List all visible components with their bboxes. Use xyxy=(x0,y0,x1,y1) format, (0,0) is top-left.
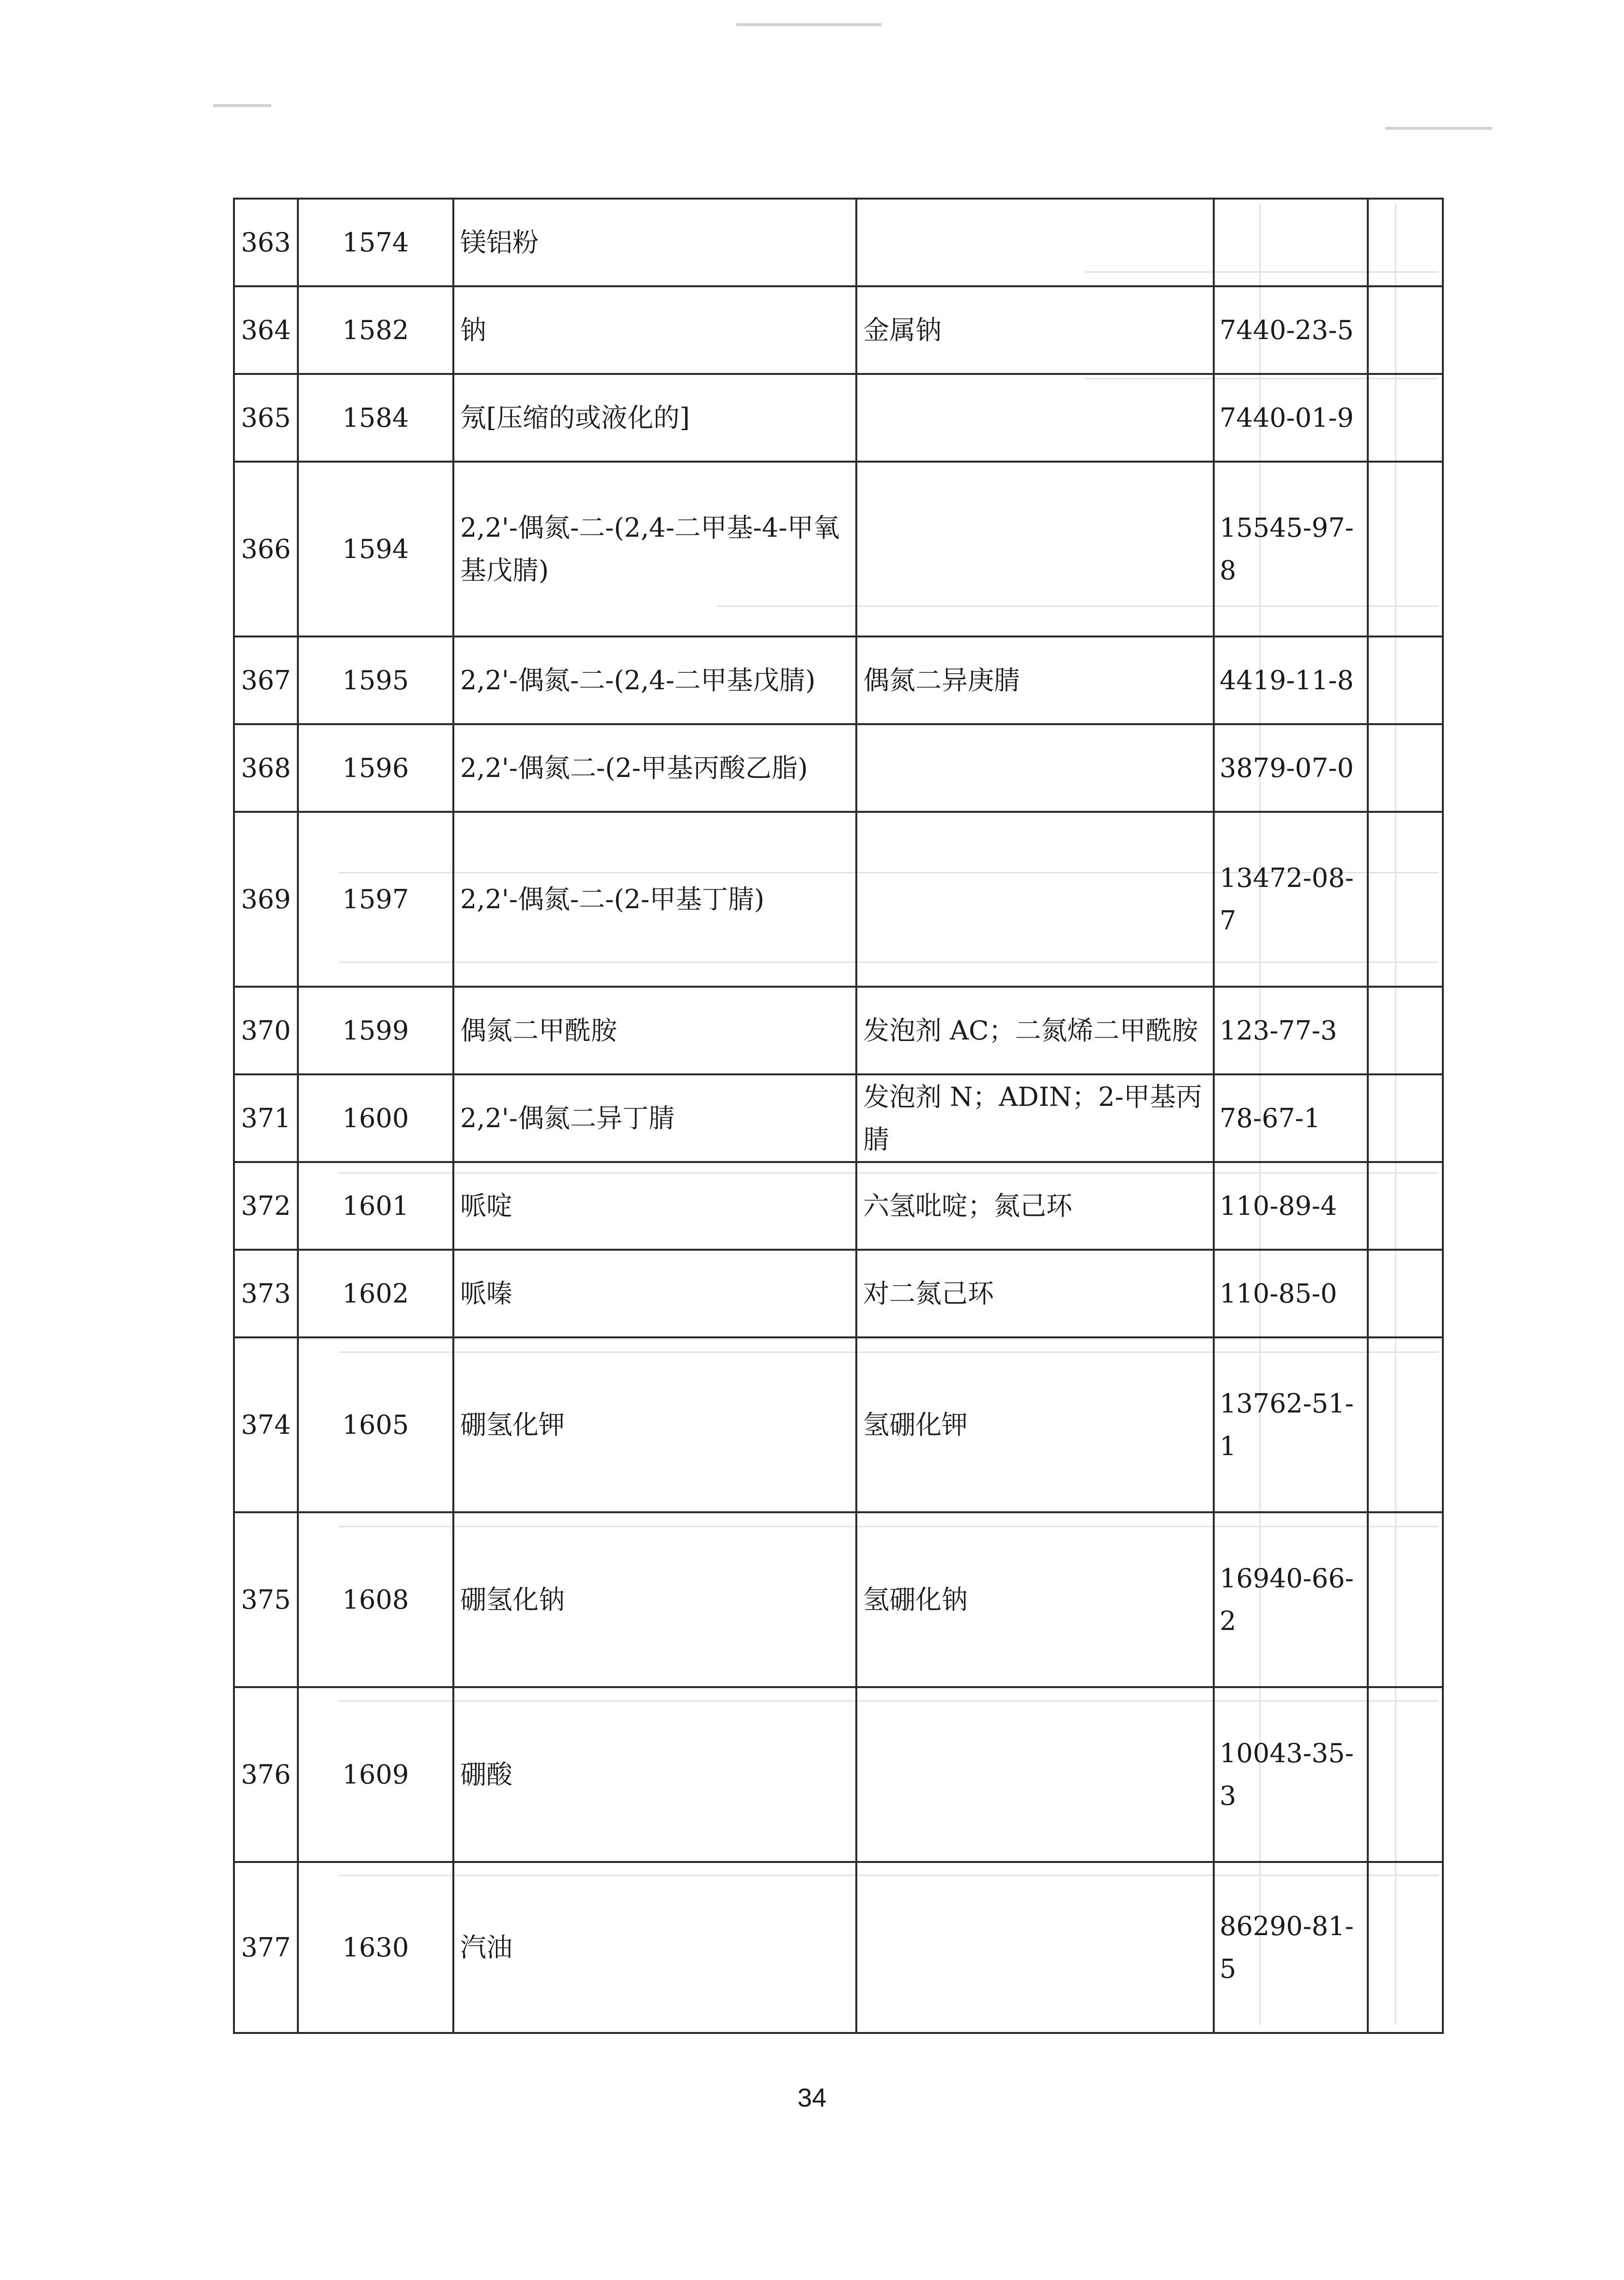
seq-cell: 375 xyxy=(234,1512,298,1687)
table-row xyxy=(234,1512,1443,1687)
catalog-number-cell: 1574 xyxy=(298,199,453,286)
catalog-number-cell: 1602 xyxy=(298,1250,453,1337)
remark-cell xyxy=(1368,199,1443,286)
cas-number-cell: 15545-97-8 xyxy=(1214,462,1368,636)
alias-cell xyxy=(856,374,1214,462)
seq-cell: 363 xyxy=(234,199,298,286)
table-row xyxy=(234,1074,1443,1162)
chemical-name-cell: 哌啶 xyxy=(453,1162,856,1250)
remark-cell xyxy=(1368,1162,1443,1250)
page-number: 34 xyxy=(797,2083,827,2112)
alias-cell xyxy=(856,812,1214,987)
cas-number-cell: 3879-07-0 xyxy=(1214,724,1368,812)
alias-cell: 金属钠 xyxy=(856,286,1214,374)
table-row xyxy=(234,374,1443,462)
table-row xyxy=(234,636,1443,724)
chemical-name-cell: 硼氢化钾 xyxy=(453,1337,856,1512)
remark-cell xyxy=(1368,1512,1443,1687)
catalog-number-cell: 1608 xyxy=(298,1512,453,1687)
cas-number-cell: 86290-81-5 xyxy=(1214,1862,1368,2033)
seq-cell: 369 xyxy=(234,812,298,987)
table-row xyxy=(234,286,1443,374)
seq-cell: 373 xyxy=(234,1250,298,1337)
alias-cell: 六氢吡啶；氮己环 xyxy=(856,1162,1214,1250)
table-row xyxy=(234,462,1443,636)
remark-cell xyxy=(1368,724,1443,812)
catalog-number-cell: 1599 xyxy=(298,987,453,1074)
chemical-name-cell: 汽油 xyxy=(453,1862,856,2033)
seq-cell: 368 xyxy=(234,724,298,812)
alias-cell: 发泡剂 N；ADIN；2-甲基丙腈 xyxy=(856,1074,1214,1162)
remark-cell xyxy=(1368,812,1443,987)
seq-cell: 364 xyxy=(234,286,298,374)
chemical-table xyxy=(233,198,1444,2034)
remark-cell xyxy=(1368,374,1443,462)
chemical-name-cell: 2,2'-偶氮-二-(2-甲基丁腈) xyxy=(453,812,856,987)
chemical-name-cell: 2,2'-偶氮二-(2-甲基丙酸乙脂) xyxy=(453,724,856,812)
seq-cell: 374 xyxy=(234,1337,298,1512)
seq-cell: 377 xyxy=(234,1862,298,2033)
cas-number-cell: 13472-08-7 xyxy=(1214,812,1368,987)
seq-cell: 371 xyxy=(234,1074,298,1162)
catalog-number-cell: 1605 xyxy=(298,1337,453,1512)
table-row xyxy=(234,812,1443,987)
alias-cell xyxy=(856,1862,1214,2033)
chemical-name-cell: 镁铝粉 xyxy=(453,199,856,286)
cas-number-cell: 78-67-1 xyxy=(1214,1074,1368,1162)
seq-cell: 365 xyxy=(234,374,298,462)
catalog-number-cell: 1630 xyxy=(298,1862,453,2033)
table-row xyxy=(234,724,1443,812)
seq-cell: 366 xyxy=(234,462,298,636)
remark-cell xyxy=(1368,1337,1443,1512)
remark-cell xyxy=(1368,987,1443,1074)
alias-cell: 氢硼化钾 xyxy=(856,1337,1214,1512)
table-row xyxy=(234,199,1443,286)
remark-cell xyxy=(1368,1687,1443,1862)
seq-cell: 372 xyxy=(234,1162,298,1250)
chemical-name-cell: 硼氢化钠 xyxy=(453,1512,856,1687)
scan-artifact xyxy=(736,23,882,26)
catalog-number-cell: 1582 xyxy=(298,286,453,374)
catalog-number-cell: 1601 xyxy=(298,1162,453,1250)
remark-cell xyxy=(1368,462,1443,636)
chemical-name-cell: 硼酸 xyxy=(453,1687,856,1862)
seq-cell: 376 xyxy=(234,1687,298,1862)
chemical-name-cell: 2,2'-偶氮-二-(2,4-二甲基戊腈) xyxy=(453,636,856,724)
cas-number-cell: 110-89-4 xyxy=(1214,1162,1368,1250)
remark-cell xyxy=(1368,1250,1443,1337)
chemical-name-cell: 哌嗪 xyxy=(453,1250,856,1337)
alias-cell xyxy=(856,1687,1214,1862)
cas-number-cell: 16940-66-2 xyxy=(1214,1512,1368,1687)
table-row xyxy=(234,1250,1443,1337)
chemical-name-cell: 2,2'-偶氮-二-(2,4-二甲基-4-甲氧基戊腈) xyxy=(453,462,856,636)
table-row xyxy=(234,987,1443,1074)
chemical-name-cell: 钠 xyxy=(453,286,856,374)
catalog-number-cell: 1600 xyxy=(298,1074,453,1162)
table-row xyxy=(234,1337,1443,1512)
cas-number-cell: 110-85-0 xyxy=(1214,1250,1368,1337)
catalog-number-cell: 1597 xyxy=(298,812,453,987)
alias-cell xyxy=(856,199,1214,286)
alias-cell: 对二氮己环 xyxy=(856,1250,1214,1337)
cas-number-cell: 13762-51-1 xyxy=(1214,1337,1368,1512)
seq-cell: 370 xyxy=(234,987,298,1074)
catalog-number-cell: 1609 xyxy=(298,1687,453,1862)
remark-cell xyxy=(1368,1862,1443,2033)
alias-cell: 发泡剂 AC；二氮烯二甲酰胺 xyxy=(856,987,1214,1074)
seq-cell: 367 xyxy=(234,636,298,724)
remark-cell xyxy=(1368,1074,1443,1162)
scan-artifact xyxy=(1385,127,1492,130)
cas-number-cell: 4419-11-8 xyxy=(1214,636,1368,724)
alias-cell: 氢硼化钠 xyxy=(856,1512,1214,1687)
alias-cell xyxy=(856,724,1214,812)
cas-number-cell: 7440-01-9 xyxy=(1214,374,1368,462)
chemical-name-cell: 2,2'-偶氮二异丁腈 xyxy=(453,1074,856,1162)
remark-cell xyxy=(1368,286,1443,374)
cas-number-cell xyxy=(1214,199,1368,286)
chemical-name-cell: 偶氮二甲酰胺 xyxy=(453,987,856,1074)
table-row xyxy=(234,1862,1443,2033)
table-row xyxy=(234,1687,1443,1862)
cas-number-cell: 7440-23-5 xyxy=(1214,286,1368,374)
catalog-number-cell: 1596 xyxy=(298,724,453,812)
table-row xyxy=(234,1162,1443,1250)
catalog-number-cell: 1594 xyxy=(298,462,453,636)
remark-cell xyxy=(1368,636,1443,724)
cas-number-cell: 123-77-3 xyxy=(1214,987,1368,1074)
chemical-name-cell: 氖[压缩的或液化的] xyxy=(453,374,856,462)
scan-artifact xyxy=(213,104,271,107)
cas-number-cell: 10043-35-3 xyxy=(1214,1687,1368,1862)
catalog-number-cell: 1584 xyxy=(298,374,453,462)
alias-cell xyxy=(856,462,1214,636)
catalog-number-cell: 1595 xyxy=(298,636,453,724)
alias-cell: 偶氮二异庚腈 xyxy=(856,636,1214,724)
